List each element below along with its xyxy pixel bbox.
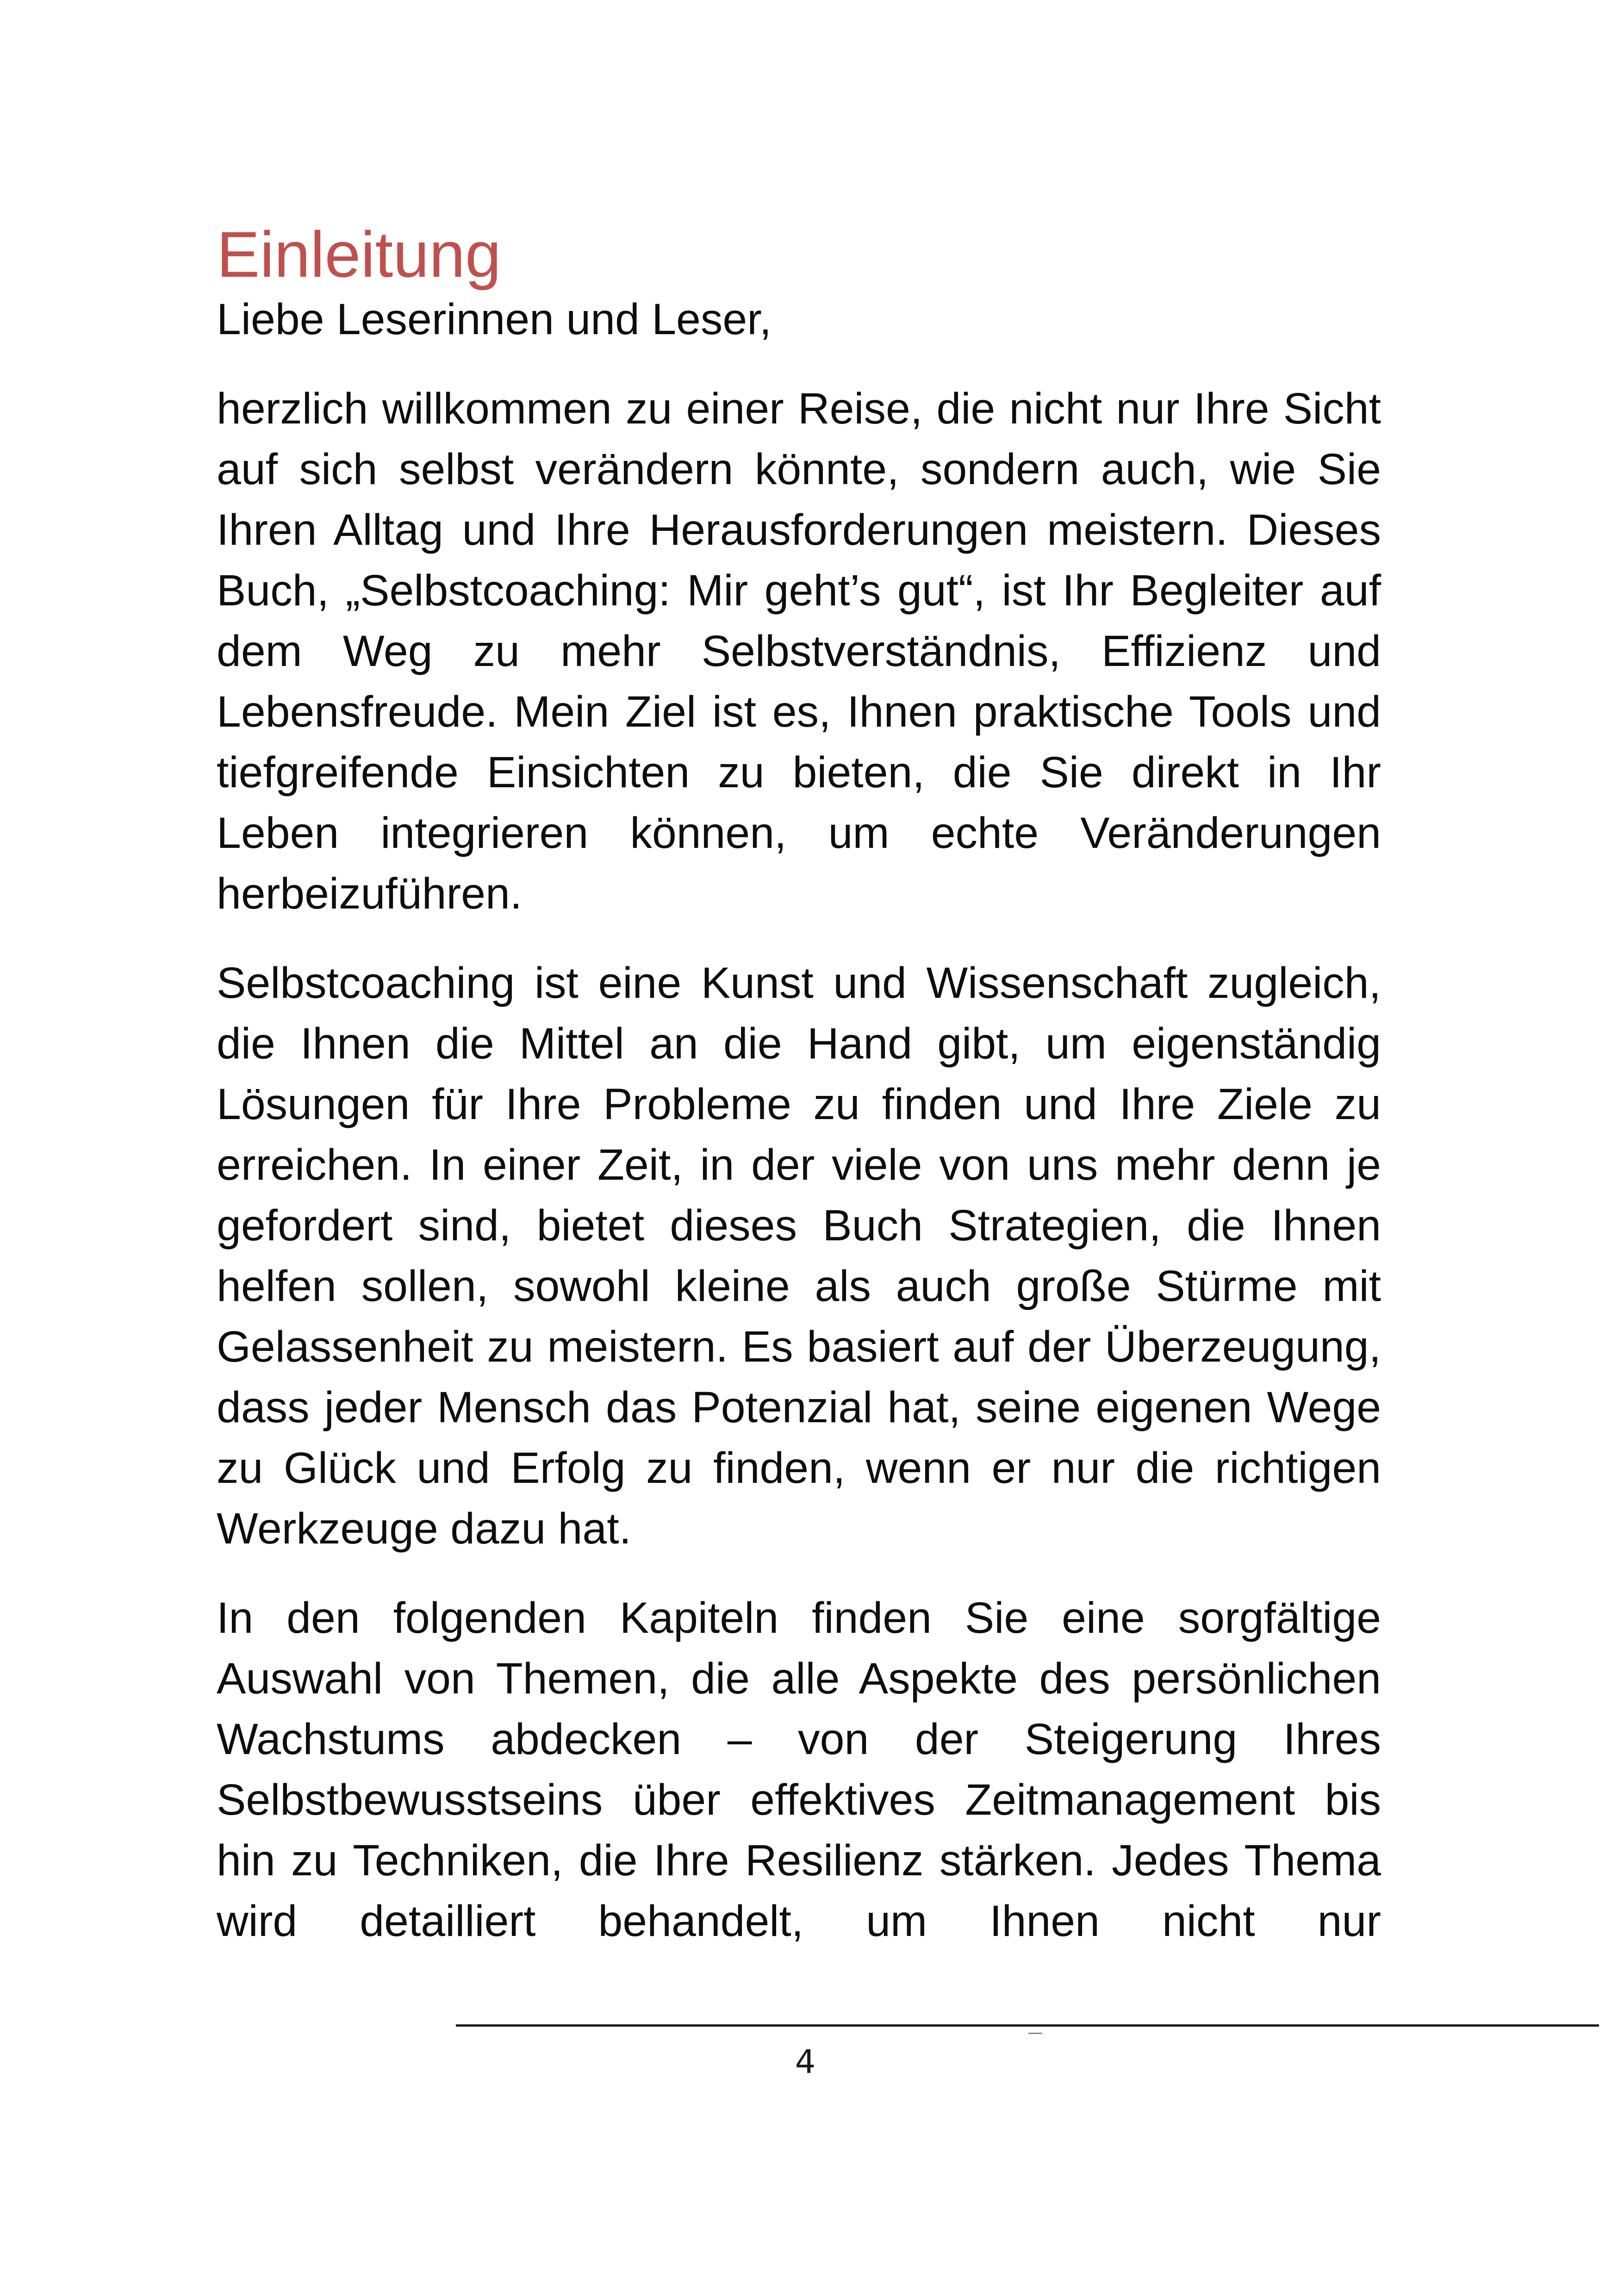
footer-tick-mark [1028,2033,1042,2034]
footer-divider [456,2024,1599,2027]
chapter-title: Einleitung [217,218,501,291]
paragraph-3: In den folgenden Kapiteln finden Sie eine sorgfältige Auswahl von Themen, die alle Aspekte des persönlichen Wachstums abdecken – von der Steigerung Ihres Selbstbewusstseins über effektives Zeitmanagement bis hin zu Techniken, die Ihre Resilienz stärken. Jedes Thema wird detailliert behandelt, um Ihnen nicht nur [217,1593,1381,1946]
paragraph-1: herzlich willkommen zu einer Reise, die nicht nur Ihre Sicht auf sich selbst verändern könnte, sondern auch, wie Sie Ihren Alltag und Ihre Herausforderungen meistern. Dieses Buch, „Selbstcoaching: Mir geht’s gut“, ist Ihr Begleiter auf dem Weg zu mehr Selbstverständnis, Effizienz und Lebensfreude. Mein Ziel ist es, Ihnen praktische Tools und tiefgreifende Einsichten zu bieten, die Sie direkt in Ihr Leben integrieren können, um echte Veränderungen herbeizuführen. [217,384,1381,918]
page-content [217,218,1381,1952]
salutation: Liebe Leserinnen und Leser, [217,295,772,344]
page-number: 4 [795,2043,816,2081]
paragraph-2: Selbstcoaching ist eine Kunst und Wissenschaft zugleich, die Ihnen die Mittel an die Hand gibt, um eigenständig Lösungen für Ihre Probleme zu finden und Ihre Ziele zu erreichen. In einer Zeit, in der viele von uns mehr denn je gefordert sind, bietet dieses Buch Strategien, die Ihnen helfen sollen, sowohl kleine als auch große Stürme mit Gelassenheit zu meistern. Es basiert auf der Überzeugung, dass jeder Mensch das Potenzial hat, seine eigenen Wege zu Glück und Erfolg zu finden, wenn er nur die richtigen Werkzeuge dazu hat. [217,958,1381,1553]
